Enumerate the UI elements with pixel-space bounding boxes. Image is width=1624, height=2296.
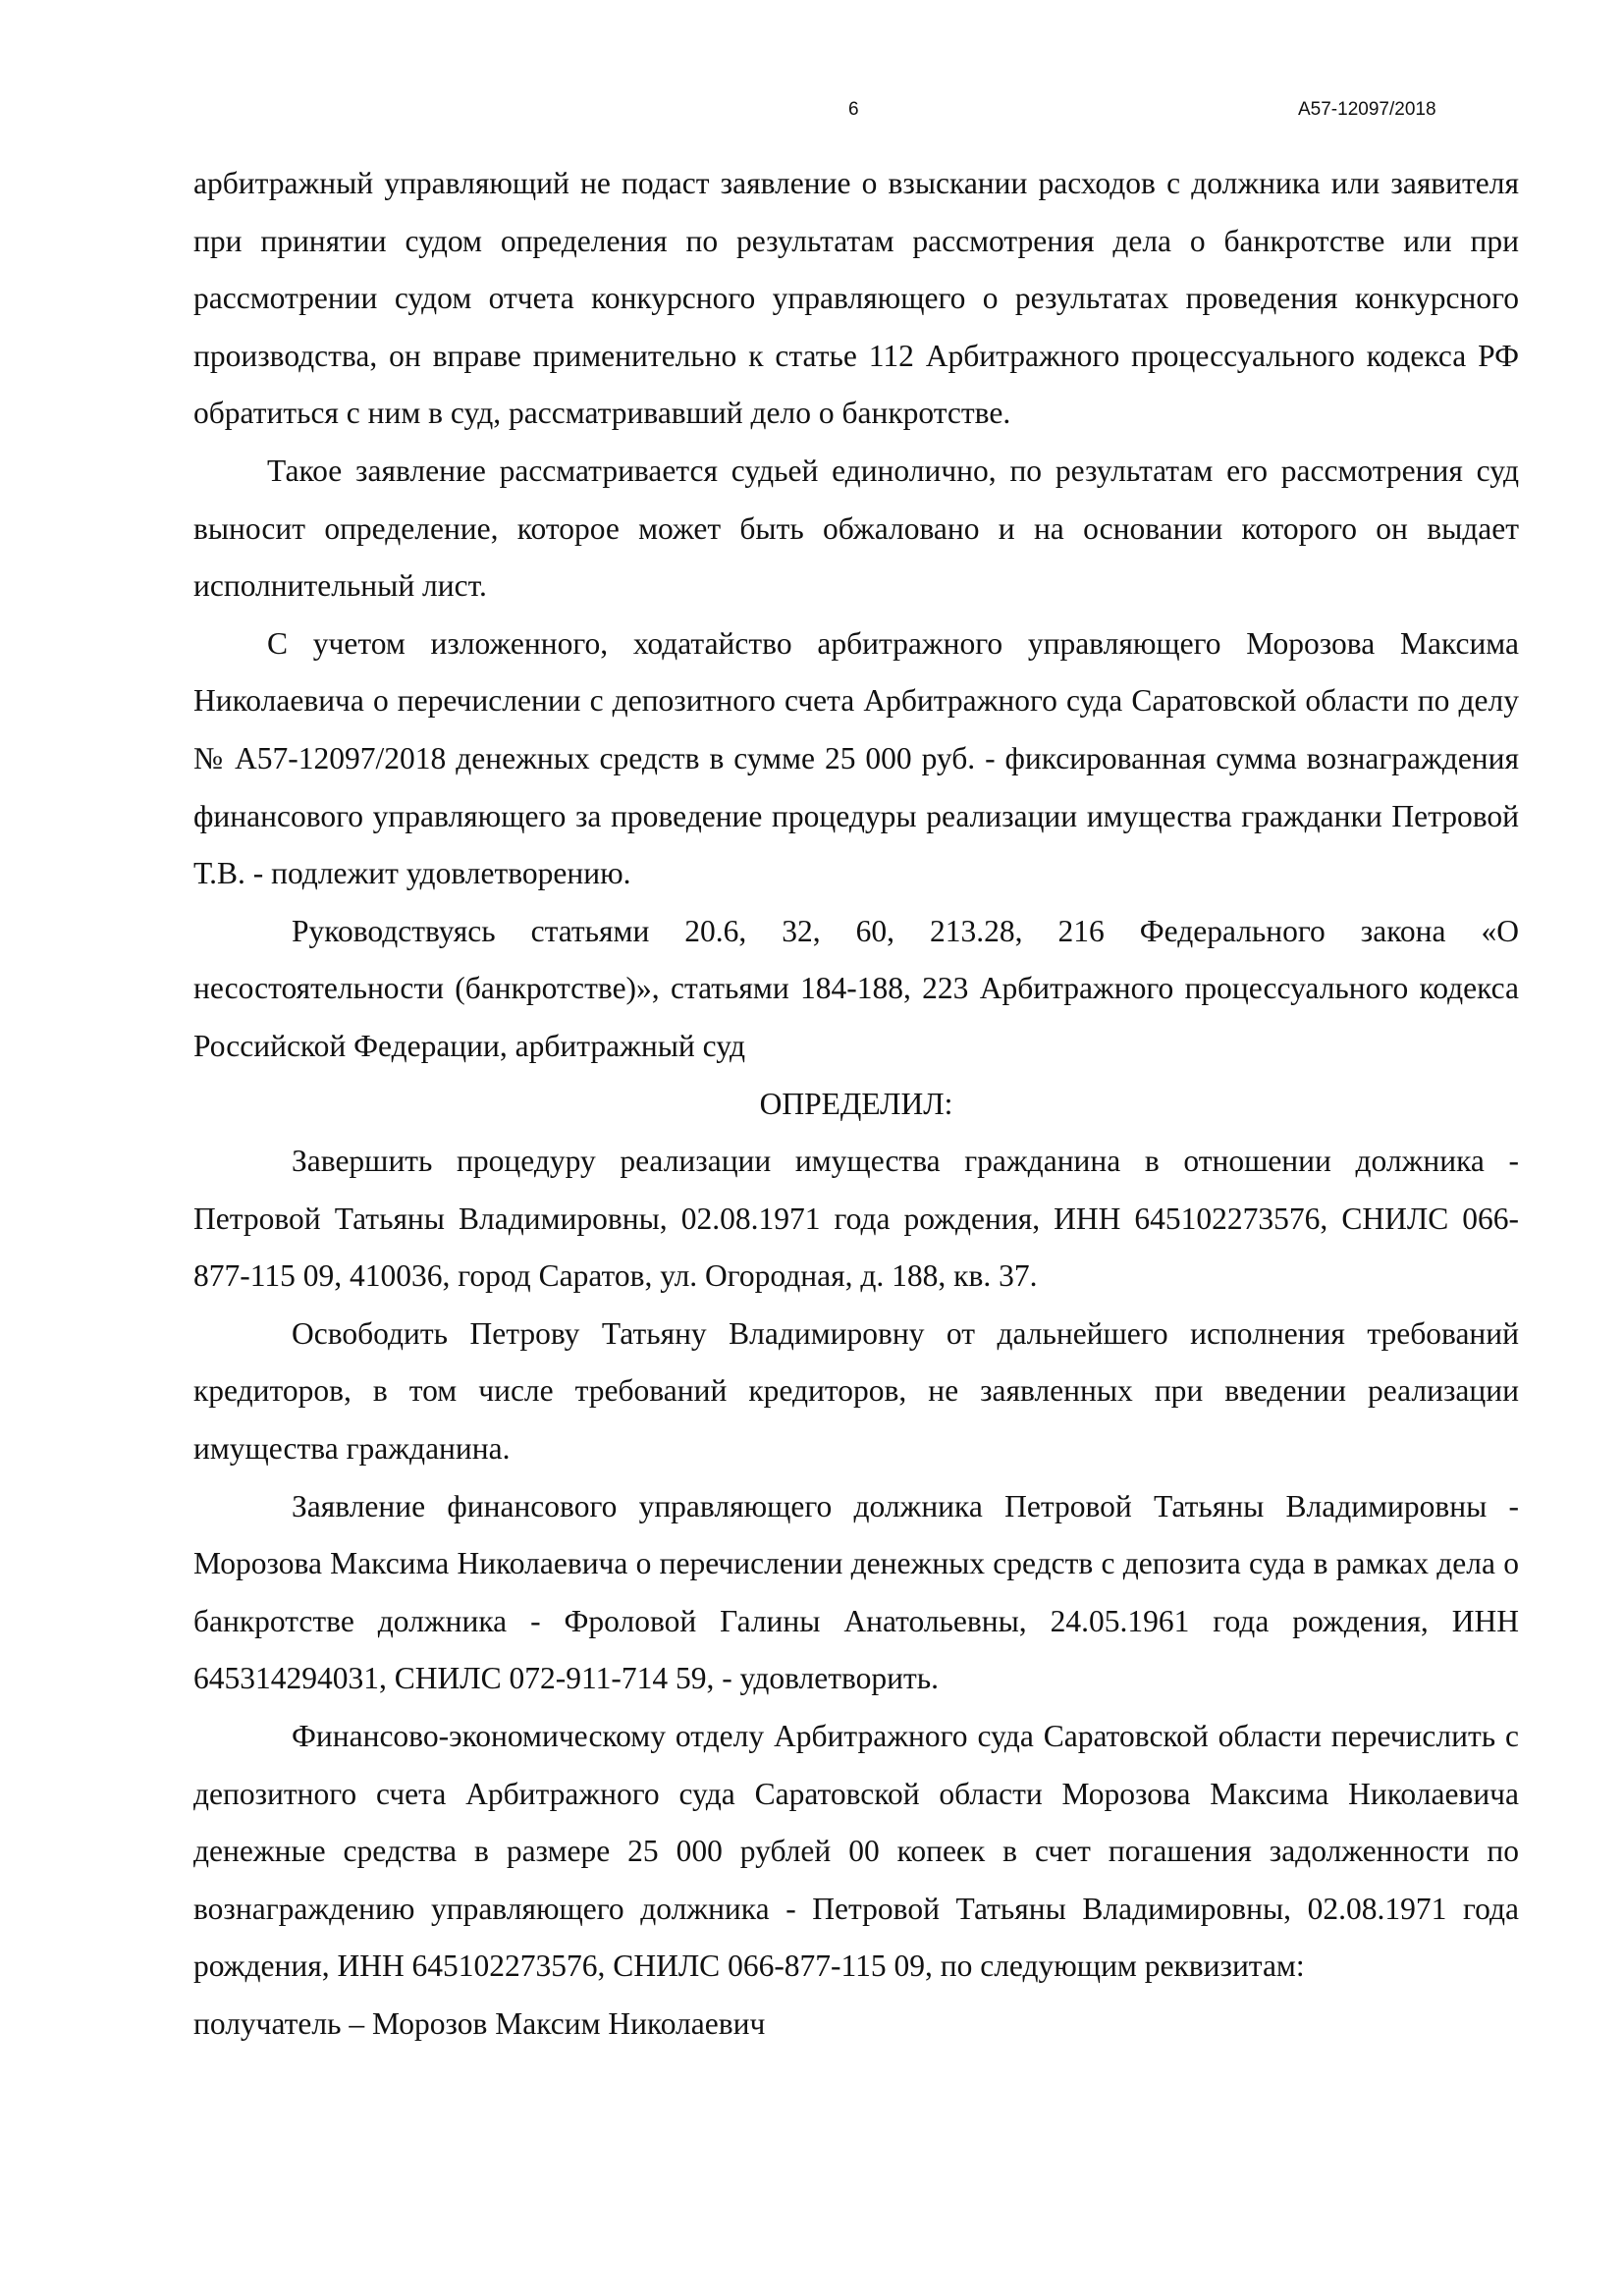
- ruling-heading: ОПРЕДЕЛИЛ:: [759, 1086, 953, 1121]
- document-body: [193, 155, 1519, 2054]
- page-number: 6: [848, 99, 859, 120]
- paragraph-claim-review: Такое заявление рассматривается судьей единолично, по результатам его рассмотрения суд выносит определение, которое может быть обжаловано и на основании которого он выдает исполнительный лист.: [193, 453, 1519, 604]
- paragraph-transfer-order: Финансово-экономическому отделу Арбитражного суда Саратовской области перечислить с депозитного счета Арбитражного суда Саратовской области Морозова Максима Николаевича денежные средства в размере 25 000 рублей 00 копеек в счет погашения задолженности по вознаграждению управляющего должника - Петровой Татьяны Владимировны, 02.08.1971 года рождения, ИНН 645102273576, СНИЛС 066-877-115 09, по следующим реквизитам:: [193, 1719, 1519, 1984]
- case-number: А57-12097/2018: [1298, 99, 1436, 120]
- paragraph-legal-basis: Руководствуясь статьями 20.6, 32, 60, 213.28, 216 Федерального закона «О несостоятельности (банкротстве)», статьями 184-188, 223 Арбитражного процессуального кодекса Российской Федерации, арбитражный суд: [193, 913, 1519, 1063]
- paragraph-expenses-claim: арбитражный управляющий не подаст заявление о взыскании расходов с должника или заявителя при принятии судом определения по результатам рассмотрения дела о банкротстве или при рассмотрении судом отчета конкурсного управляющего о результатах проведения конкурсного производства, он вправе применительно к статье 112 Арбитражного процессуального кодекса РФ обратиться с ним в суд, рассматривавший дело о банкротстве.: [193, 166, 1519, 431]
- paragraph-release-debtor: Освободить Петрову Татьяну Владимировну от дальнейшего исполнения требований кредиторов, в том числе требований кредиторов, не заявленных при введении реализации имущества гражданина.: [193, 1315, 1519, 1467]
- paragraph-motion-granted: С учетом изложенного, ходатайство арбитражного управляющего Морозова Максима Николаевича о перечислении с депозитного счета Арбитражного суда Саратовской области по делу № А57-12097/2018 денежных средств в сумме 25 000 руб. - фиксированная сумма вознаграждения финансового управляющего за проведение процедуры реализации имущества гражданки Петровой Т.В. - подлежит удовлетворению.: [193, 625, 1519, 891]
- paragraph-recipient: получатель – Морозов Максим Николаевич: [193, 2006, 766, 2041]
- paragraph-application-granted: Заявление финансового управляющего должника Петровой Татьяны Владимировны - Морозова Максима Николаевича о перечислении денежных средств с депозита суда в рамках дела о банкротстве должника - Фроловой Галины Анатольевны, 24.05.1961 года рождения, ИНН 645314294031, СНИЛС 072-911-714 59, - удовлетворить.: [193, 1488, 1519, 1696]
- paragraph-complete-procedure: Завершить процедуру реализации имущества гражданина в отношении должника - Петровой Татьяны Владимировны, 02.08.1971 года рождения, ИНН 645102273576, СНИЛС 066-877-115 09, 410036, город Саратов, ул. Огородная, д. 188, кв. 37.: [193, 1144, 1519, 1294]
